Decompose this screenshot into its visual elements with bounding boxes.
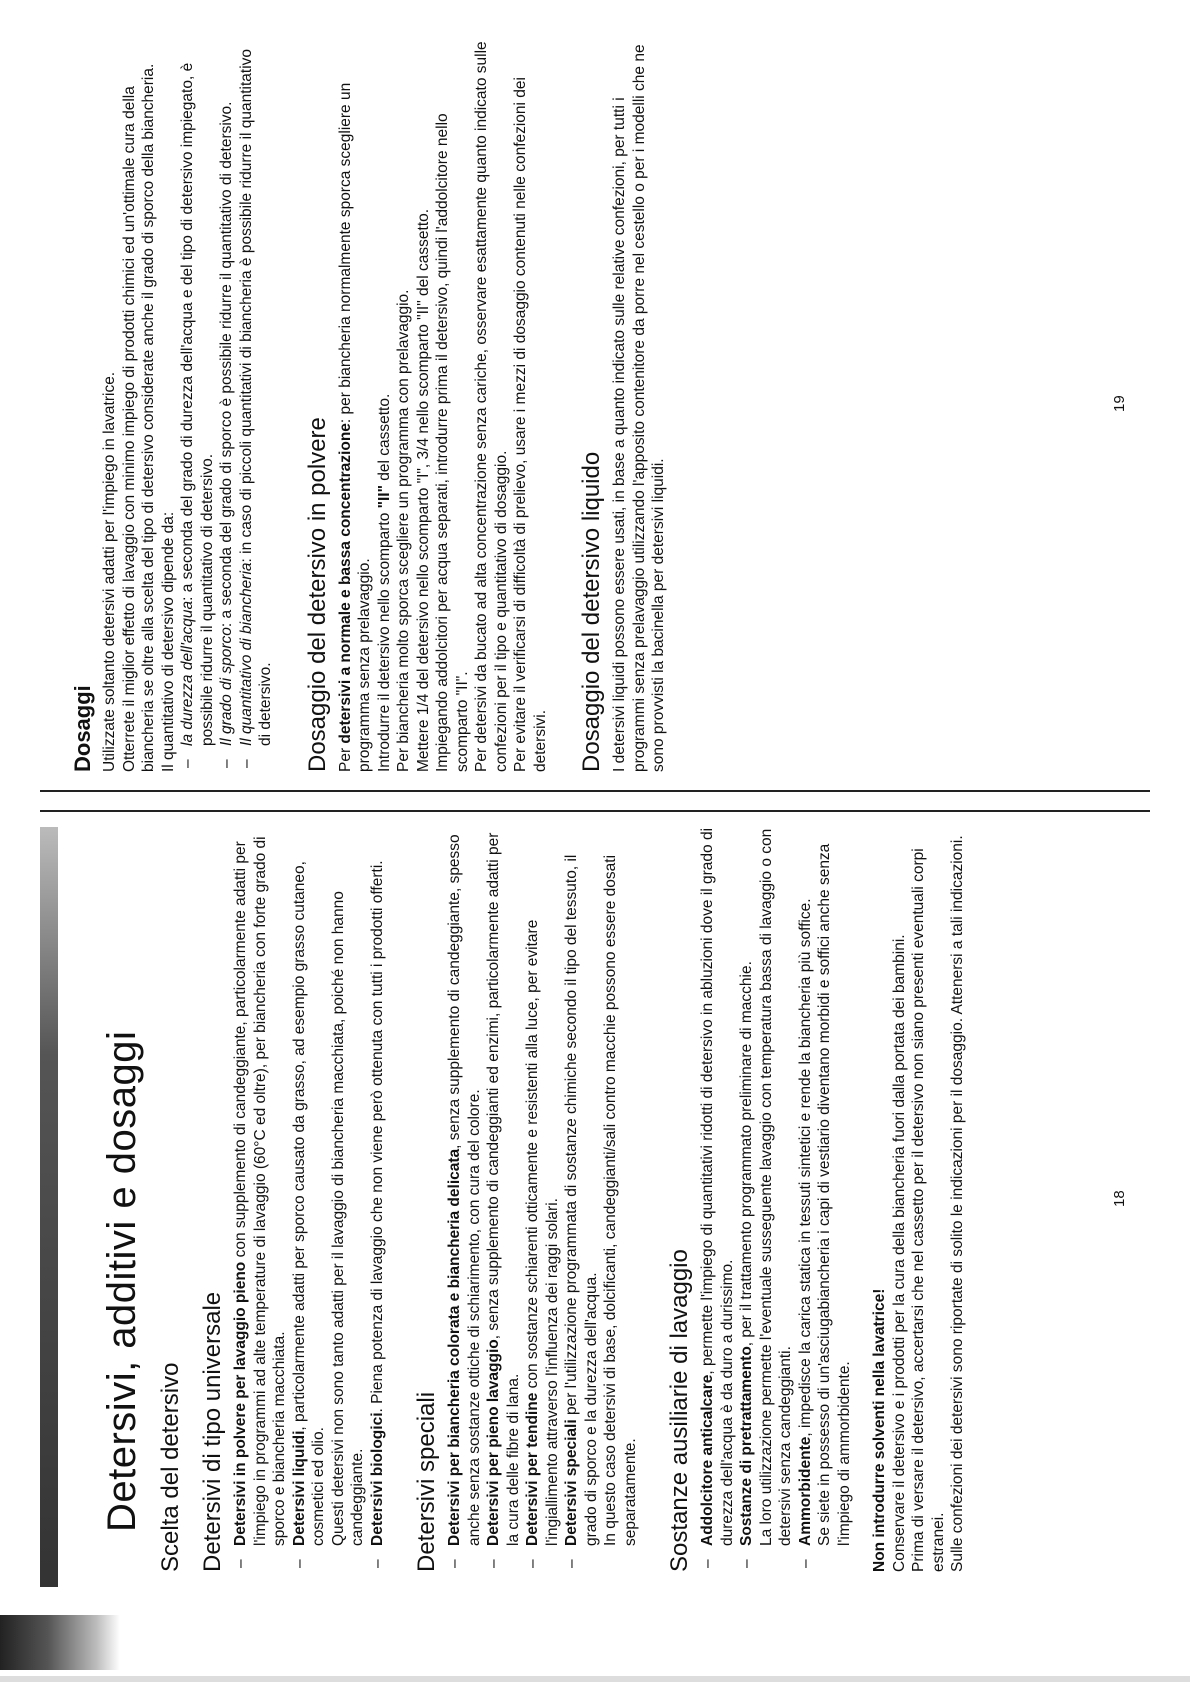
special-note: In questo caso detersivi di base, dolcificanti, candeggianti/sali contro macchie possono essere dosati separatamente.	[602, 854, 639, 1546]
softener-note: Se siete in possesso di un'asciugabiancheria i capi di vestiario diventano morbidi e soffici anche senza l'impiego di ammorbidente.	[816, 843, 853, 1546]
powder-text: Introdurre il detersivo nello scomparto "II" del cassetto.	[375, 393, 393, 772]
page-header-bar	[40, 827, 58, 1587]
list-item: – Sostanze di pretrattamento, per il trattamento programmato preliminare di macchie. La loro utilizzazione permette l'eventuale susseguente lavaggio con temperatura bassa di lavaggio o con detersivi senza candeggianti.	[737, 827, 796, 1572]
list-item: – Detersivi per tendine con sostanze schiarenti otticamente e resistenti alla luce, per evitare l'ingiallimento attraverso l'influenza dei raggi solari.	[523, 827, 562, 1572]
list-item: – Il quantitativo di biancheria: in caso di piccoli quantitativi di biancheria è possibile ridurre il quantitativo di detersivo.	[237, 37, 276, 772]
list-item: – Detersivi biologici. Piena potenza di lavaggio che non viene però ottenuta con tutti i prodotti offerti.	[368, 827, 388, 1572]
list-item: – Addolcitore anticalcare, permette l'impiego di quantitativi ridotti di detersivo in abluzioni dove il grado di durezza dell'acqua è da duro a durissimo.	[698, 827, 737, 1572]
list-item: – la durezza dell'acqua: a seconda del grado di durezza dell'acqua e del tipo di detersivo impiegato, è possibile ridurre il quantitativo di detersivo.	[178, 37, 217, 772]
subsection-special: Detersivi speciali	[413, 1391, 440, 1572]
center-rule-right	[40, 790, 1150, 792]
list-item: – Detersivi per pieno lavaggio, senza supplemento di candeggianti ed enzimi, particolarmente adatti per la cura delle fibre di lana.	[484, 827, 523, 1572]
list-item: – Detersivi per biancheria colorata e biancheria delicata, senza supplemento di candeggiante, spesso anche senza sostanze ottiche di schiarimento, con cura del colore.	[445, 827, 484, 1572]
pretreat-note: La loro utilizzazione permette l'eventuale susseguente lavaggio con temperatura bassa di lavaggio o con detersivi senza candeggianti.	[757, 828, 794, 1546]
warning-title: Non introdurre solventi nella lavatrice!	[871, 1288, 888, 1572]
intro-line: Otterrete il miglior effetto di lavaggio con minimo impiego di prodotti chimici ed un'ottimale cura della biancheria se oltre alla scelta del tipo di detersivo considerate anche il grado di sporco della biancheria.	[120, 63, 157, 772]
page-18-content	[100, 827, 968, 1572]
page-19-content	[70, 37, 669, 772]
section-heading: Scelta del detersivo	[157, 1362, 184, 1572]
list-item: – Il grado di sporco: a seconda del grado di sporco è possibile ridurre il quantitativo di detersivo.	[217, 37, 237, 772]
page-19	[40, 27, 1150, 787]
warning-line: Prima di versare il detersivo, accertarsi che nel cassetto per il detersivo non siano presenti eventuali corpi estranei.	[910, 848, 947, 1572]
intro-line: Utilizzate soltanto detersivi adatti per l'impiego in lavatrice.	[101, 371, 118, 772]
liquid-note: Questi detersivi non sono tanto adatti per il lavaggio di biancheria macchiata, poiché non hanno candeggiante.	[329, 891, 366, 1546]
special-list	[445, 827, 640, 1572]
aux-list	[698, 827, 854, 1572]
page-number: 19	[1111, 395, 1128, 412]
powder-text: Impiegando addolcitori per acqua separati, introdurre prima il detersivo, quindi l'addolcitore nello scomparto "II".	[434, 113, 471, 772]
list-item: – Detersivi in polvere per lavaggio pieno con supplemento di candeggiante, particolarmente adatti per l'impiego in programmi ad alte temperature di lavaggio (60°C ed oltre), per biancheria con forte grado di sporco e biancheria macchiata.	[231, 827, 290, 1572]
intro-line: Il quantitativo di detersivo dipende da:	[159, 511, 177, 772]
list-item: – Detersivi speciali per l'utilizzazione programmata di sostanze chimiche secondo il tipo del tessuto, il grado di sporco e la durezza dell'acqua. In questo caso detersivi di base, dolcificanti, candeggianti/sali contro macchie possono essere dosati separatamente.	[562, 827, 640, 1572]
warning-line: Conservare il detersivo e i prodotti per la cura della biancheria fuori dalla portata dei bambini.	[890, 934, 908, 1572]
powder-text: Per evitare il verificarsi di difficoltà di prelievo, usare i mezzi di dosaggio contenuti nelle confezioni dei detersivi.	[512, 77, 549, 772]
universal-list	[231, 827, 387, 1572]
center-rule-left	[40, 810, 1150, 812]
warning-line: Sulle confezioni dei detersivi sono riportate di solito le indicazioni per il dosaggio. Attenersi a tali indicazioni.	[949, 835, 966, 1572]
page-title: Detersivi, additivi e dosaggi	[100, 1030, 144, 1532]
section-heading: Dosaggi	[70, 685, 95, 772]
list-item: – Detersivi liquidi, particolarmente adatti per sporco causato da grasso, ad esempio grasso cutaneo, cosmetici ed olio. Questi detersivi non sono tanto adatti per il lavaggio di biancheria macchiata, poiché non hanno candeggiante.	[290, 827, 368, 1572]
page-18	[40, 817, 1150, 1587]
depends-list	[178, 37, 276, 772]
list-item: – Ammorbidente, impedisce la carica statica in tessuti sintetici e rende la biancheria più soffice. Se siete in possesso di un'asciugabiancheria i capi di vestiario diventano morbidi e soffici anche senza l'impiego di ammorbidente.	[796, 827, 855, 1572]
powder-text: Per biancheria molto sporca scegliere un programma con prelavaggio.	[395, 289, 412, 772]
liquid-text: I detersivi liquidi possono essere usati, in base a quanto indicato sulle relative confezioni, per tutti i programmi senza prelavaggio utilizzando l'apposito contenitore da porre nel cestello o per i modelli che ne sono provvisti la bacinella per detersivi liquidi.	[611, 44, 667, 772]
powder-text: Mettere 1/4 del detersivo nello scomparto "I", 3/4 nello scomparto "II" del cassetto.	[414, 208, 432, 772]
subsection-powder: Dosaggio del detersivo in polvere	[303, 417, 331, 772]
subsection-auxiliary: Sostanze ausiliarie di lavaggio	[666, 1249, 693, 1572]
subsection-universal: Detersivi di tipo universale	[199, 1291, 226, 1572]
subsection-liquid: Dosaggio del detersivo liquido	[578, 451, 605, 772]
powder-text: Per detersivi a normale e bassa concentrazione: per biancheria normalmente sporca scegliere un programma senza prelavaggio.	[336, 82, 373, 772]
page-number: 18	[1111, 1190, 1128, 1207]
powder-text: Per detersivi da bucato ad alta concentrazione senza cariche, osservare esattamente quanto indicato sulle confezioni per il tipo e quantitativo di dosaggio.	[473, 41, 510, 772]
